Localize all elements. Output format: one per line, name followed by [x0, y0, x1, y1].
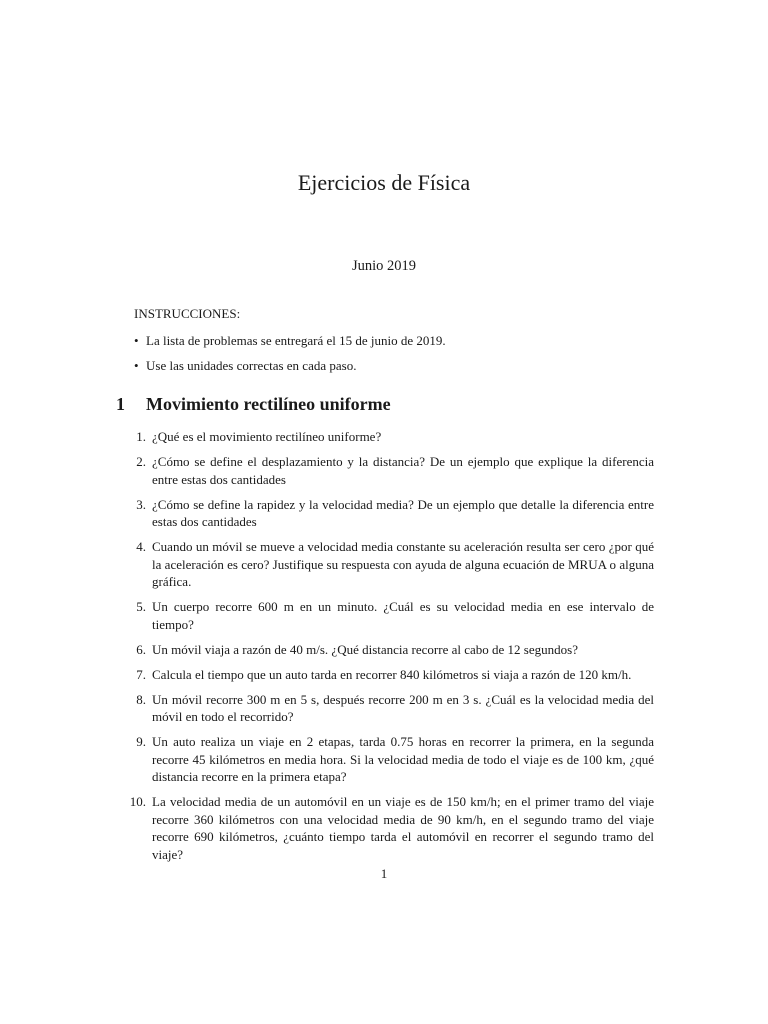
problem-text: Un móvil viaja a razón de 40 m/s. ¿Qué distancia recorre al cabo de 12 segundos?	[152, 641, 578, 657]
problem-item	[116, 496, 654, 531]
section-title: Movimiento rectilíneo uniforme	[146, 394, 391, 414]
problem-number: 5.	[136, 599, 146, 614]
problem-number: 1.	[136, 429, 146, 444]
instruction-item	[134, 357, 446, 374]
problem-text: Un cuerpo recorre 600 m en un minuto. ¿Cuál es su velocidad media en ese intervalo de tiempo?	[152, 599, 654, 632]
problem-text: ¿Cómo se define la rapidez y la velocidad media? De un ejemplo que detalle la diferencia entre estas dos cantidades	[152, 496, 654, 529]
problem-text: Calcula el tiempo que un auto tarda en recorrer 840 kilómetros si viaja a razón de 120 km/h.	[152, 666, 632, 682]
instruction-item	[134, 332, 446, 349]
problem-number: 6.	[136, 641, 146, 657]
bullet-icon: •	[134, 333, 139, 348]
problem-text: ¿Cómo se define el desplazamiento y la distancia? De un ejemplo que explique la diferencia entre estas dos cantidades	[152, 454, 654, 487]
problem-text: Un móvil recorre 300 m en 5 s, después recorre 200 m en 3 s. ¿Cuál es la velocidad media del móvil en todo el recorrido?	[152, 691, 654, 724]
problem-item	[116, 428, 654, 446]
problem-number: 9.	[136, 734, 146, 749]
document-title: Ejercicios de Física	[297, 170, 471, 195]
instructions-list	[134, 332, 446, 382]
document-date: Junio 2019	[351, 258, 417, 274]
page-number: 1	[380, 866, 388, 881]
problem-item	[116, 641, 654, 659]
problem-text: ¿Qué es el movimiento rectilíneo uniforme?	[152, 429, 382, 444]
problem-item	[116, 793, 654, 863]
instruction-text: Use las unidades correctas en cada paso.	[146, 358, 357, 373]
bullet-icon: •	[134, 358, 139, 373]
problem-number: 3.	[136, 496, 146, 512]
problem-item	[116, 453, 654, 488]
problem-item	[116, 666, 654, 684]
problem-item	[116, 598, 654, 633]
problem-number: 10.	[129, 794, 146, 809]
problem-item	[116, 691, 654, 726]
problem-text: La velocidad media de un automóvil en un viaje es de 150 km/h; en el primer tramo del viaje recorre 360 kilómetros con una velocidad media de 90 km/h, en el segundo tramo del viaje recorre 690 kilómetros, ¿cuánto tiempo tarda el automóvil en recorrer el segundo tramo del viaje?	[152, 794, 654, 862]
section-number: 1	[116, 394, 125, 414]
problem-text: Cuando un móvil se mueve a velocidad media constante su aceleración resulta ser cero ¿por qué la aceleración es cero? Justifique su respuesta con ayuda de alguna ecuación de MRUA o alguna gráfica.	[152, 539, 654, 589]
problem-number: 8.	[136, 691, 146, 707]
problem-number: 7.	[136, 666, 146, 682]
problem-item	[116, 538, 654, 591]
instruction-text: La lista de problemas se entregará el 15 de junio de 2019.	[146, 333, 446, 348]
problem-text: Un auto realiza un viaje en 2 etapas, tarda 0.75 horas en recorrer la primera, en la segunda recorre 45 kilómetros en media hora. Si la velocidad media de todo el viaje es de 100 km, ¿qué distancia recorre en la primera etapa?	[152, 734, 654, 784]
section-heading	[116, 394, 391, 415]
instructions-heading: INSTRUCCIONES:	[134, 306, 241, 321]
problem-number: 2.	[136, 454, 146, 469]
problem-item	[116, 733, 654, 786]
problem-number: 4.	[136, 539, 146, 554]
problem-list	[116, 428, 654, 871]
